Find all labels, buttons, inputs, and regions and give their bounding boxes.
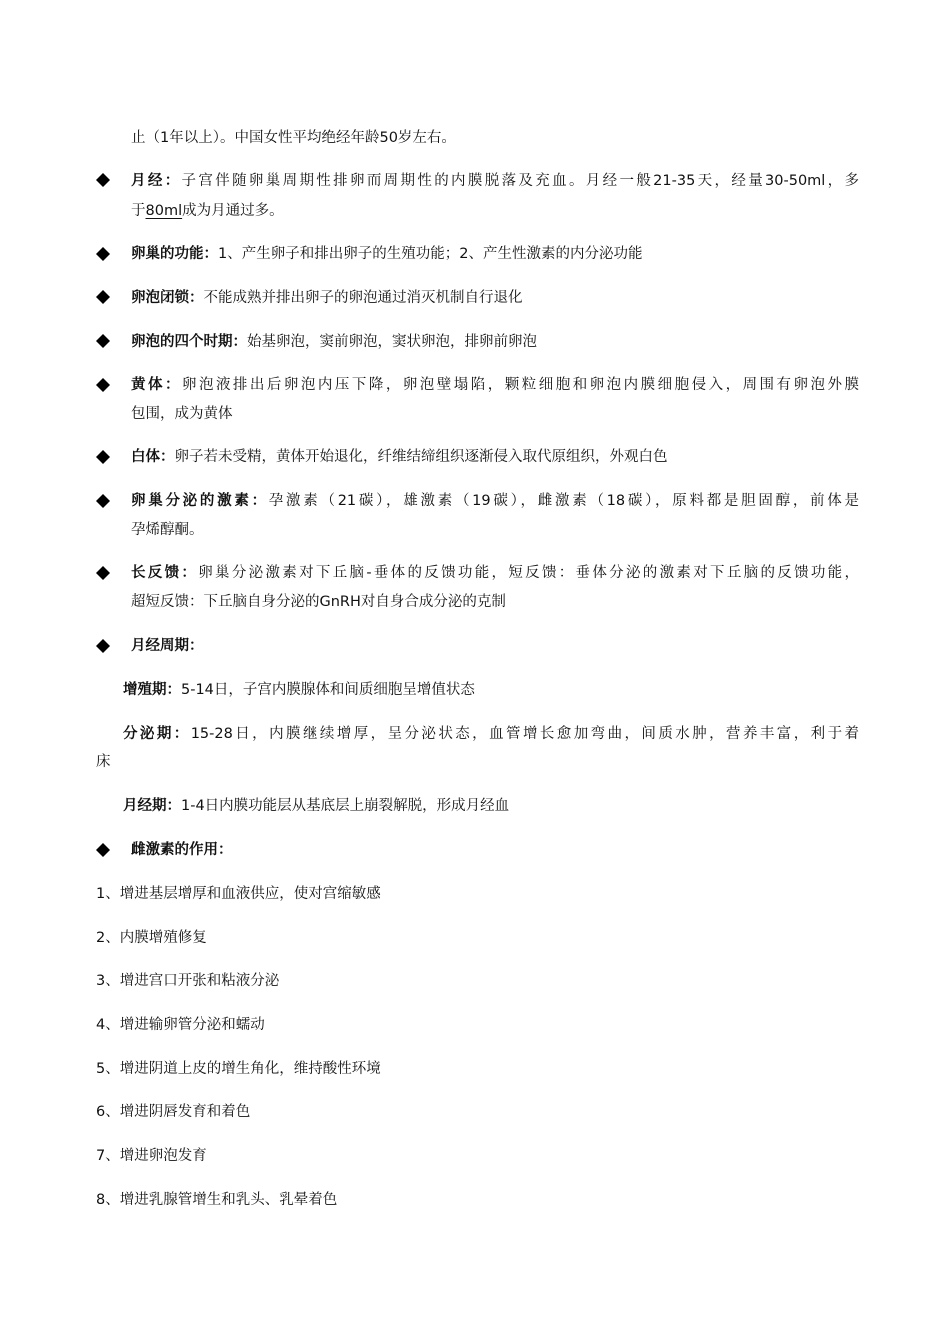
diamond-bullet-icon (96, 378, 110, 392)
menstruation-text1: 子宫伴随卵巢周期性排卵而周期性的内膜脱落及充血。月经一般21-35天，经量30-50ml，多 (181, 173, 860, 189)
item-follicle-stages (131, 328, 537, 356)
secretory-text1: 15-28日，内膜继续增厚，呈分泌状态，血管增长愈加弯曲，间质水肿，营养丰富，利于着 (190, 726, 859, 742)
term-secretory: 分泌期： (123, 726, 191, 742)
estrogen-heading-text: 雌激素的作用： (131, 842, 233, 858)
intro-continuation (131, 124, 456, 152)
diamond-bullet-icon (96, 334, 110, 348)
menstrual-phase-text: 1-4日内膜功能层从基底层上崩裂解脱，形成月经血 (181, 798, 510, 814)
list-item: 8、增进乳腺管增生和乳头、乳晕着色 (96, 1192, 338, 1208)
item-corpus-luteum-line2 (131, 400, 233, 428)
corpus-albicans-text: 卵子若未受精，黄体开始退化，纤维结缔组织逐渐侵入取代原组织，外观白色 (174, 449, 668, 465)
list-item: 3、增进宫口开张和粘液分泌 (96, 973, 280, 989)
phase-proliferative (123, 676, 475, 704)
list-item: 2、内膜增殖修复 (96, 930, 207, 946)
item-ovary-function (131, 240, 642, 268)
heading-menstrual-cycle (131, 632, 204, 660)
follicle-stages-text: 始基卵泡，窦前卵泡，窦状卵泡，排卵前卵泡 (247, 334, 537, 350)
list-item: 4、增进输卵管分泌和蠕动 (96, 1017, 265, 1033)
intro-continuation-text: 止（1年以上）。中国女性平均绝经年龄50岁左右。 (131, 130, 456, 146)
term-atresia: 卵泡闭锁： (131, 290, 204, 306)
item-ovarian-hormones-line1 (131, 487, 859, 515)
ovarian-hormones-text2: 孕烯醇酮。 (131, 522, 204, 538)
menstruation-underlined-value: 80ml (145, 203, 183, 219)
secretory-text2: 床 (96, 754, 111, 770)
corpus-luteum-text1: 卵泡液排出后卵泡内压下降，卵泡壁塌陷，颗粒细胞和卵泡内膜细胞侵入，周围有卵泡外膜 (181, 377, 860, 393)
list-item: 1、增进基层增厚和血液供应，使对宫缩敏感 (96, 886, 381, 902)
ovarian-hormones-text1: 孕激素（21碳），雄激素（19碳），雌激素（18碳），原料都是胆固醇，前体是 (268, 493, 859, 509)
atresia-text: 不能成熟并排出卵子的卵泡通过消灭机制自行退化 (203, 290, 523, 306)
phase-menstrual (123, 792, 509, 820)
diamond-bullet-icon (96, 494, 110, 508)
item-corpus-luteum-line1 (131, 371, 859, 399)
corpus-luteum-text2: 包围，成为黄体 (131, 406, 233, 422)
term-feedback: 长反馈： (131, 565, 199, 581)
feedback-text2: 超短反馈：下丘脑自身分泌的GnRH对自身合成分泌的克制 (131, 594, 506, 610)
item-ovarian-hormones-line2 (131, 516, 204, 544)
list-item: 5、增进阴道上皮的增生角化，维持酸性环境 (96, 1061, 381, 1077)
phase-secretory-line1 (123, 720, 859, 748)
term-menstruation: 月经： (131, 173, 182, 189)
diamond-bullet-icon (96, 173, 110, 187)
term-ovarian-hormones: 卵巢分泌的激素： (131, 493, 269, 509)
proliferative-text: 5-14日，子宫内膜腺体和间质细胞呈增值状态 (181, 682, 475, 698)
feedback-text1: 卵巢分泌激素对下丘脑-垂体的反馈功能，短反馈：垂体分泌的激素对下丘脑的反馈功能， (198, 565, 859, 581)
diamond-bullet-icon (96, 639, 110, 653)
list-item: 7、增进卵泡发育 (96, 1148, 207, 1164)
term-corpus-luteum: 黄体： (131, 377, 182, 393)
diamond-bullet-icon (96, 843, 110, 857)
menstruation-text2-post: 成为月通过多。 (182, 203, 284, 219)
term-corpus-albicans: 白体： (131, 449, 175, 465)
diamond-bullet-icon (96, 247, 110, 261)
item-menstruation-line2 (131, 197, 284, 225)
item-feedback-line1 (131, 559, 859, 587)
heading-estrogen (131, 836, 233, 864)
item-corpus-albicans (131, 443, 668, 471)
menstrual-cycle-heading-text: 月经周期： (131, 638, 204, 654)
term-menstrual-phase: 月经期： (123, 798, 181, 814)
phase-secretory-line2 (96, 748, 111, 776)
menstruation-text2-pre: 于 (131, 203, 146, 219)
term-ovary-function: 卵巢的功能： (131, 246, 218, 262)
item-atresia (131, 284, 523, 312)
diamond-bullet-icon (96, 450, 110, 464)
ovary-function-text: 1、产生卵子和排出卵子的生殖功能；2、产生性激素的内分泌功能 (218, 246, 643, 262)
list-item: 6、增进阴唇发育和着色 (96, 1104, 251, 1120)
diamond-bullet-icon (96, 566, 110, 580)
term-follicle-stages: 卵泡的四个时期： (131, 334, 247, 350)
item-menstruation-line1 (131, 167, 859, 195)
diamond-bullet-icon (96, 290, 110, 304)
item-feedback-line2 (131, 588, 506, 616)
term-proliferative: 增殖期： (123, 682, 181, 698)
